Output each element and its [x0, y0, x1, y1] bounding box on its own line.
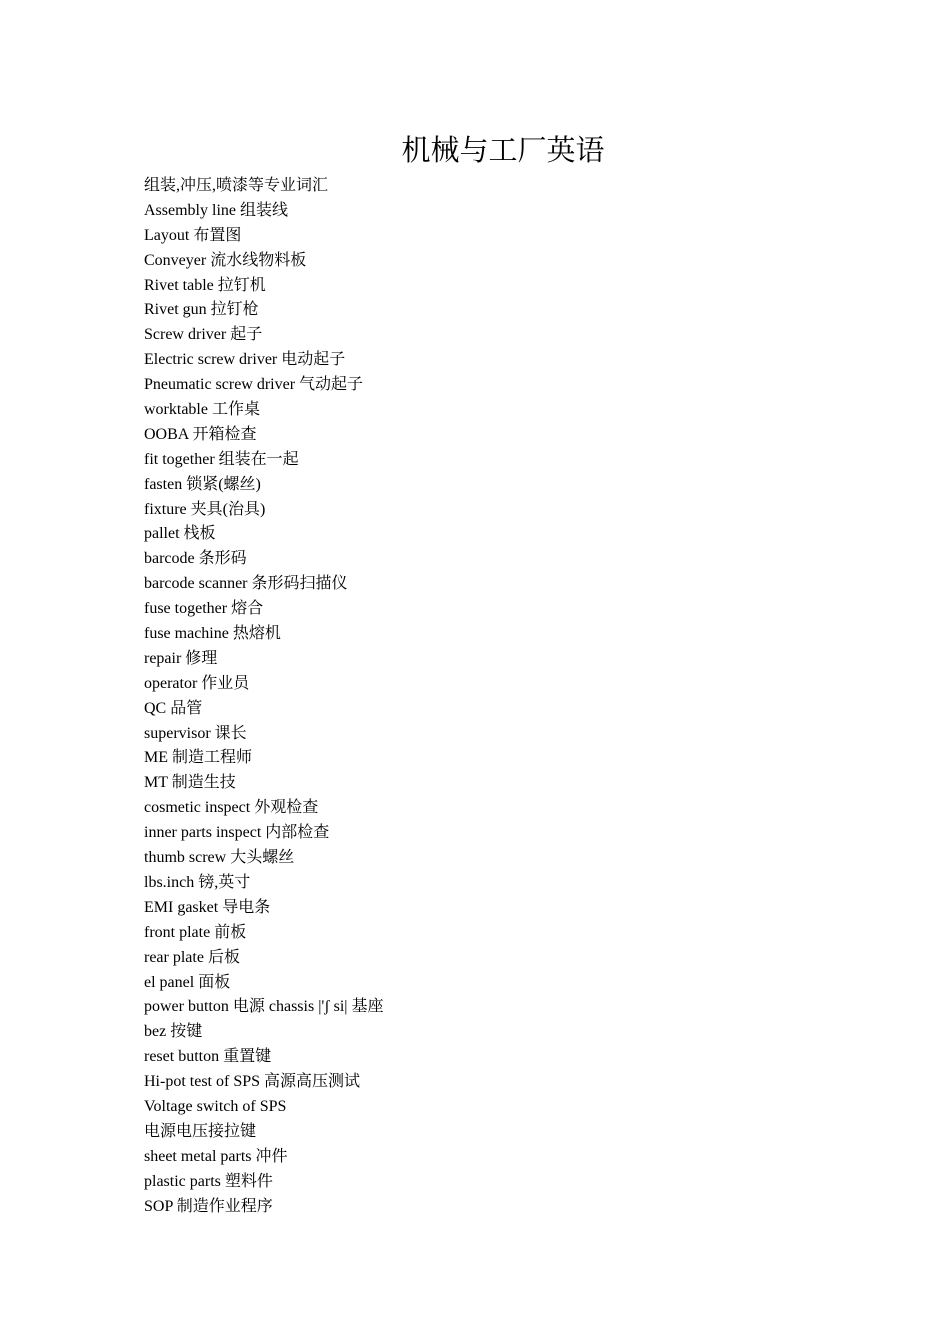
vocabulary-line: el panel 面板 — [144, 973, 231, 991]
vocabulary-line: pallet 栈板 — [144, 525, 216, 543]
vocabulary-line: lbs.inch 镑,英寸 — [144, 873, 251, 891]
vocabulary-line: bez 按键 — [144, 1023, 203, 1041]
vocabulary-line: fuse together 熔合 — [144, 600, 264, 618]
vocabulary-line: supervisor 课长 — [144, 724, 247, 742]
vocabulary-line: QC 品管 — [144, 699, 203, 717]
vocabulary-line: fasten 锁紧(螺丝) — [144, 475, 261, 493]
vocabulary-line: OOBA 开箱检查 — [144, 425, 257, 443]
vocabulary-line: Pneumatic screw driver 气动起子 — [144, 376, 364, 394]
vocabulary-line: Screw driver 起子 — [144, 326, 263, 344]
vocabulary-line: barcode 条形码 — [144, 550, 247, 568]
vocabulary-line: front plate 前板 — [144, 923, 247, 941]
page-title: 机械与工厂英语 — [401, 135, 605, 167]
vocabulary-line: repair 修理 — [144, 649, 218, 667]
vocabulary-line: Layout 布置图 — [144, 226, 242, 244]
vocabulary-line: 组装,冲压,喷漆等专业词汇 — [144, 177, 329, 194]
vocabulary-line: thumb screw 大头螺丝 — [144, 849, 295, 867]
vocabulary-line: sheet metal parts 冲件 — [144, 1147, 288, 1165]
vocabulary-line: EMI gasket 导电条 — [144, 898, 271, 916]
vocabulary-list — [144, 174, 384, 1219]
vocabulary-line: rear plate 后板 — [144, 948, 240, 966]
vocabulary-line: Rivet table 拉钉机 — [144, 276, 266, 294]
vocabulary-line: MT 制造生技 — [144, 774, 236, 792]
vocabulary-line: Hi-pot test of SPS 高源高压测试 — [144, 1073, 361, 1091]
vocabulary-line: Assembly line 组装线 — [144, 201, 288, 219]
vocabulary-line: worktable 工作桌 — [144, 401, 260, 419]
vocabulary-line: 电源电压接拉键 — [144, 1122, 257, 1140]
vocabulary-line: reset button 重置键 — [144, 1048, 272, 1066]
vocabulary-line: Electric screw driver 电动起子 — [144, 351, 346, 369]
vocabulary-line: barcode scanner 条形码扫描仪 — [144, 575, 348, 593]
vocabulary-line: fuse machine 热熔机 — [144, 625, 281, 643]
vocabulary-line: power button 电源 chassis |'ʃ si| 基座 — [144, 998, 384, 1016]
vocabulary-line: cosmetic inspect 外观检查 — [144, 799, 319, 817]
vocabulary-line: Voltage switch of SPS — [144, 1097, 287, 1115]
vocabulary-line: fixture 夹具(治具) — [144, 500, 266, 518]
vocabulary-line: fit together 组装在一起 — [144, 450, 299, 468]
vocabulary-line: plastic parts 塑料件 — [144, 1172, 273, 1190]
vocabulary-line: inner parts inspect 内部检查 — [144, 824, 330, 842]
vocabulary-line: operator 作业员 — [144, 674, 250, 692]
vocabulary-line: SOP 制造作业程序 — [144, 1197, 273, 1215]
vocabulary-line: Rivet gun 拉钉枪 — [144, 301, 259, 319]
vocabulary-line: ME 制造工程师 — [144, 749, 253, 767]
vocabulary-line: Conveyer 流水线物料板 — [144, 251, 307, 269]
